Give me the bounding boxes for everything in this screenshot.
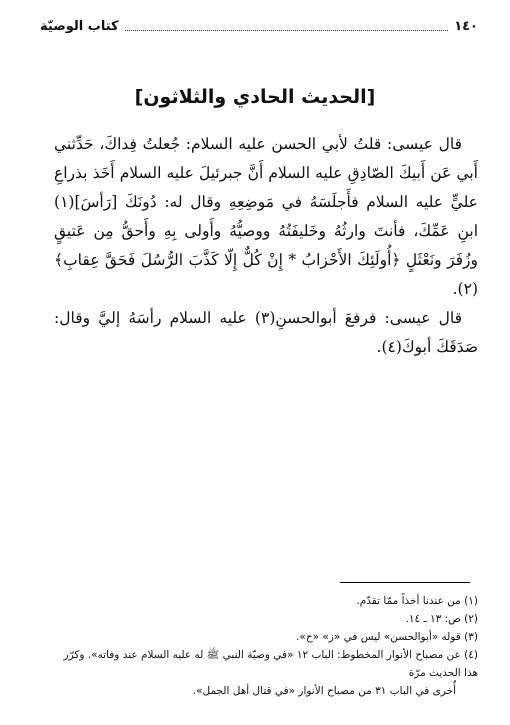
footnote-1: (١) من عندنا أخذاً ممّا تقدّم.	[356, 595, 478, 607]
main-text	[54, 130, 478, 362]
running-title: كتاب الوصيّة	[40, 18, 119, 34]
footnote-4-continued: أُخرى في الباب ٣١ من مصباح الأنوار «في قتال أهل الجمل».	[192, 685, 456, 697]
footnote-separator	[340, 582, 470, 583]
footnote-3: (٣) قوله «أبوالحسن» ليس في «ز» «ح».	[296, 631, 478, 643]
paragraph: قال عيسى: فرفعَ أبوالحسنِ(٣) عليه السلام رأسَهُ إليَّ وقال: صَدَقَكَ أبوكَ(٤).	[54, 309, 478, 356]
header-dotted-leader	[125, 30, 449, 31]
footnotes	[52, 592, 478, 700]
footnote-4: (٤) عن مصباح الأنوار المخطوط: الباب ١٢ «في وصيّة النبي ﷺ له عليه السلام عند وفاته». وكرّر هذا الحديث مرّة	[63, 649, 478, 679]
page-header	[40, 14, 478, 38]
page-number: ١٤٠	[454, 18, 478, 34]
hadith-heading: [الحديث الحادي والثلاثون]	[134, 86, 376, 108]
paragraph: قال عيسى: قلتُ لأبي الحسن عليه السلام: جُعلتُ فِداكَ، حَدِّثني أَبي عَن أَبيكَ الصّادِقِ عليه السلام أَنَّ جبرئيلَ عليه السلام أَخَذ بذراعِ عليٍّ عليه السلام فأَجلَسَهُ في مَوضِعِهِ وقال له: دُونَكَ [رَأسَ](١) ابنِ عَمِّكَ، فأنتَ وارثُهُ وخَليفَتُهُ ووصيُّهُ وأَولى بِهِ وأَحقُّ مِن عَتيقٍ وزُفَرَ ونَعْثَلٍ ﴿أُولَئِكَ الأَحْزابُ * إِنْ كُلٌّ إِلّا كَذَّبَ الرُّسُلَ فَحَقَّ عِقابِ﴾(٢).	[54, 135, 478, 298]
footnote-2: (٢) ص: ١٣ ـ ١٤.	[405, 613, 478, 625]
